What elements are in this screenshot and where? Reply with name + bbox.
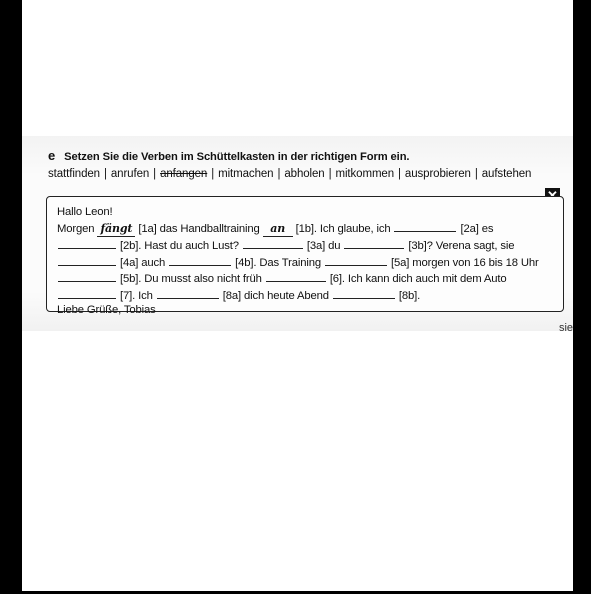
verb-separator: | [277, 168, 281, 180]
blank-3a[interactable] [243, 237, 303, 249]
verb-separator: | [103, 168, 107, 180]
text-segment: [8b]. [398, 289, 421, 302]
verb-item: ausprobieren [404, 168, 471, 180]
text-segment: [5a] morgen von 16 bis 18 Uhr [390, 256, 539, 269]
blank-8a[interactable] [157, 287, 219, 299]
text-segment: [6]. Ich kann dich auch mit dem Auto [329, 273, 507, 285]
verb-item: stattfinden [48, 168, 100, 180]
verb-separator: | [398, 168, 401, 180]
letter-line-3 [57, 254, 557, 271]
letter-line-1 [57, 220, 557, 238]
text-segment: [7]. Ich [120, 289, 153, 302]
text-segment: [3a] du [306, 240, 341, 252]
letter-box [46, 196, 564, 316]
text-segment: [3b]? Verena sagt, sie [408, 240, 515, 252]
verb-list [48, 168, 568, 180]
text-segment: [1a] das Handballtraining [138, 222, 260, 235]
blank-2b[interactable] [58, 237, 116, 249]
textbook-page [22, 0, 573, 594]
letter-greeting: Hallo Leon! [57, 206, 113, 218]
blank-6[interactable] [266, 270, 326, 282]
exercise-heading [48, 148, 409, 163]
text-segment: [8a] dich heute Abend [222, 289, 329, 302]
text-segment: [2b]. Hast du auch Lust? [120, 240, 239, 252]
answer-1a[interactable]: fängt [97, 222, 135, 238]
letter-line-2 [57, 237, 557, 254]
blank-3b[interactable] [344, 237, 404, 249]
verb-separator: | [211, 168, 215, 180]
verb-item: abholen [284, 168, 325, 180]
blank-4a[interactable] [58, 254, 116, 266]
text-segment: [4a] auch [120, 256, 166, 269]
text-segment: Morgen [57, 222, 95, 235]
letter-line-5 [57, 287, 557, 304]
text-segment: [4b]. Das Training [235, 256, 321, 269]
text-segment: [1b]. Ich glaube, ich [295, 222, 391, 235]
letter-line-4 [57, 270, 557, 287]
letter-closing: Liebe Grüße, Tobias [57, 304, 156, 316]
blank-7[interactable] [58, 287, 116, 299]
letter-text [57, 205, 557, 318]
verb-item: mitkommen [335, 168, 395, 180]
blank-4b[interactable] [169, 254, 231, 266]
verb-item: anrufen [110, 168, 150, 180]
verb-item: aufstehen [481, 168, 532, 180]
text-segment: [5b]. Du musst also nicht früh [120, 273, 262, 285]
exercise-instruction: Setzen Sie die Verben im Schüttelkasten in der richtigen Form ein. [64, 151, 410, 163]
verb-item: anfangen [160, 168, 208, 180]
blank-2a[interactable] [394, 220, 456, 232]
answer-1b[interactable]: an [263, 222, 293, 238]
text-segment: [2a] es [460, 222, 494, 235]
blank-5b[interactable] [58, 270, 116, 282]
verb-separator: | [153, 168, 157, 180]
verb-separator: | [474, 168, 478, 180]
cut-off-text: sie [558, 322, 573, 334]
verb-item: mitmachen [218, 168, 274, 180]
verb-separator: | [328, 168, 332, 180]
exercise-letter: e [48, 148, 56, 163]
blank-8b[interactable] [333, 287, 395, 299]
blank-5a[interactable] [325, 254, 387, 266]
